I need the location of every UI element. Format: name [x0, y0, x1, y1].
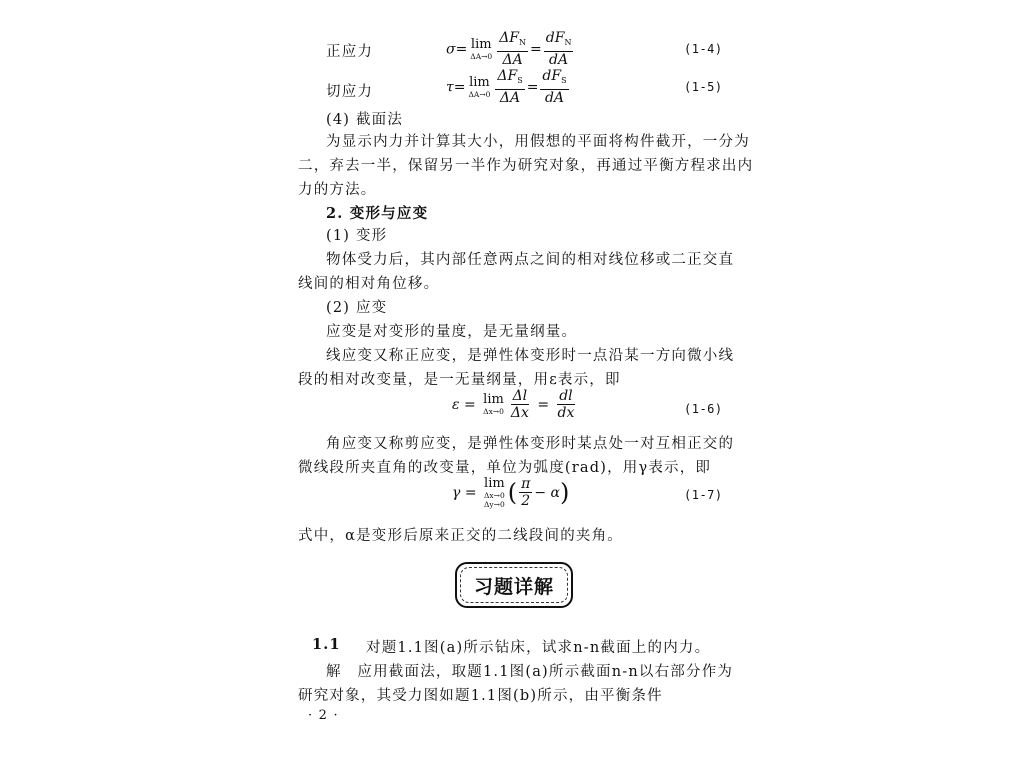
lim-sub: Δy→0 — [484, 499, 505, 509]
subsection-strain-heading: (2) 应变 — [326, 300, 388, 316]
problem-number: 1.1 — [312, 636, 341, 653]
equation-number-1-5: (1-5) — [684, 80, 723, 94]
equation-number-1-7: (1-7) — [684, 488, 723, 502]
frac-num: ΔF — [499, 30, 520, 46]
frac-den: ΔA — [502, 52, 523, 68]
frac-den: ΔA — [499, 90, 521, 106]
frac-den: Δx — [510, 405, 529, 421]
frac-num: dF — [545, 30, 565, 46]
paragraph-line: 力的方法。 — [298, 182, 377, 198]
frac-num: π — [521, 476, 531, 492]
frac-den: 2 — [521, 493, 531, 509]
formula-1-7-lhs: γ — [452, 485, 461, 501]
shear-stress-label: 切应力 — [326, 84, 374, 100]
lim-sub: Δx→0 — [483, 407, 504, 416]
subsection-deformation-heading: (1) 变形 — [326, 228, 388, 244]
paragraph-line: 角应变又称剪应变，是弹性体变形时某点处一对互相正交的 — [326, 436, 735, 452]
formula-1-4: σ= lim ΔA→0 $\frac{\Delta F_N}{\Delta A}$ = $\frac{dF_N}{dA}$ — [446, 30, 572, 68]
frac-den: dA — [549, 52, 569, 68]
formula-1-5: τ= lim ΔA→0 $\frac{\Delta F_S}{\Delta A}$ = $\frac{dF_S}{dA}$ — [446, 68, 567, 106]
section-2-heading: 2. 变形与应变 — [326, 205, 429, 222]
paragraph-line: 式中，α是变形后原来正交的二线段间的夹角。 — [298, 528, 623, 544]
frac-num: Δl — [512, 388, 528, 404]
formula-1-6: ε = lim Δx→0 $\frac{\Delta l}{\Delta x}$ = $\frac{dl}{dx}$ — [452, 388, 575, 421]
formula-1-7: γ = lim Δx→0 Δy→0 ( $\frac{\pi}{2}$ − α) — [452, 475, 570, 509]
formula-1-4-lhs: σ — [446, 41, 456, 58]
banner-title: 习题详解 — [473, 575, 554, 598]
paragraph-line: 应变是对变形的量度，是无量纲量。 — [326, 324, 578, 340]
lim-main: lim — [484, 475, 505, 491]
frac-den: dA — [544, 90, 565, 106]
normal-stress-label: 正应力 — [326, 44, 374, 60]
paragraph-line: 微线段所夹直角的改变量，单位为弧度(rad)，用γ表示，即 — [298, 460, 712, 476]
paragraph-line: 线应变又称正应变，是弹性体变形时一点沿某一方向微小线 — [326, 348, 735, 364]
lim-sub: ΔA→0 — [470, 51, 493, 61]
paragraph-line: 线间的相对角位移。 — [298, 276, 440, 292]
equation-number-1-6: (1-6) — [684, 402, 723, 416]
frac-num-sub: N — [519, 38, 527, 47]
lim-sub: Δx→0 — [484, 490, 505, 500]
lim-main: lim — [469, 74, 490, 90]
exercise-solutions-banner — [455, 562, 573, 608]
formula-1-6-lhs: ε — [452, 397, 460, 413]
paragraph-line: 段的相对改变量，是一无量纲量，用ε表示，即 — [298, 372, 621, 388]
frac-num: ΔF — [497, 68, 518, 84]
lim-main: lim — [483, 392, 504, 407]
frac-num: dF — [542, 68, 562, 84]
formula-1-5-lhs: τ — [446, 79, 454, 96]
paragraph-line: 二，弃去一半，保留另一半作为研究对象，再通过平衡方程求出内 — [298, 158, 754, 174]
frac-den: dx — [557, 405, 575, 421]
section-4-heading: (4) 截面法 — [326, 112, 404, 128]
solution-line: 研究对象，其受力图如题1.1图(b)所示，由平衡条件 — [298, 688, 663, 704]
page-number: · 2 · — [308, 708, 339, 723]
frac-num: dl — [559, 388, 573, 404]
frac-num-sub: S — [561, 76, 567, 85]
frac-num-sub: N — [564, 38, 572, 47]
lim-main: lim — [470, 36, 492, 52]
formula-1-7-tail: − α — [534, 485, 560, 501]
equation-number-1-4: (1-4) — [684, 42, 723, 56]
paragraph-line: 物体受力后，其内部任意两点之间的相对线位移或二正交直 — [326, 252, 735, 268]
problem-text: 对题1.1图(a)所示钻床，试求n-n截面上的内力。 — [366, 640, 711, 656]
solution-line: 解 应用截面法，取题1.1图(a)所示截面n-n以右部分作为 — [326, 664, 734, 680]
paragraph-line: 为显示内力并计算其大小，用假想的平面将构件截开，一分为 — [326, 134, 750, 150]
frac-num-sub: S — [517, 76, 523, 85]
lim-sub: ΔA→0 — [468, 89, 491, 99]
